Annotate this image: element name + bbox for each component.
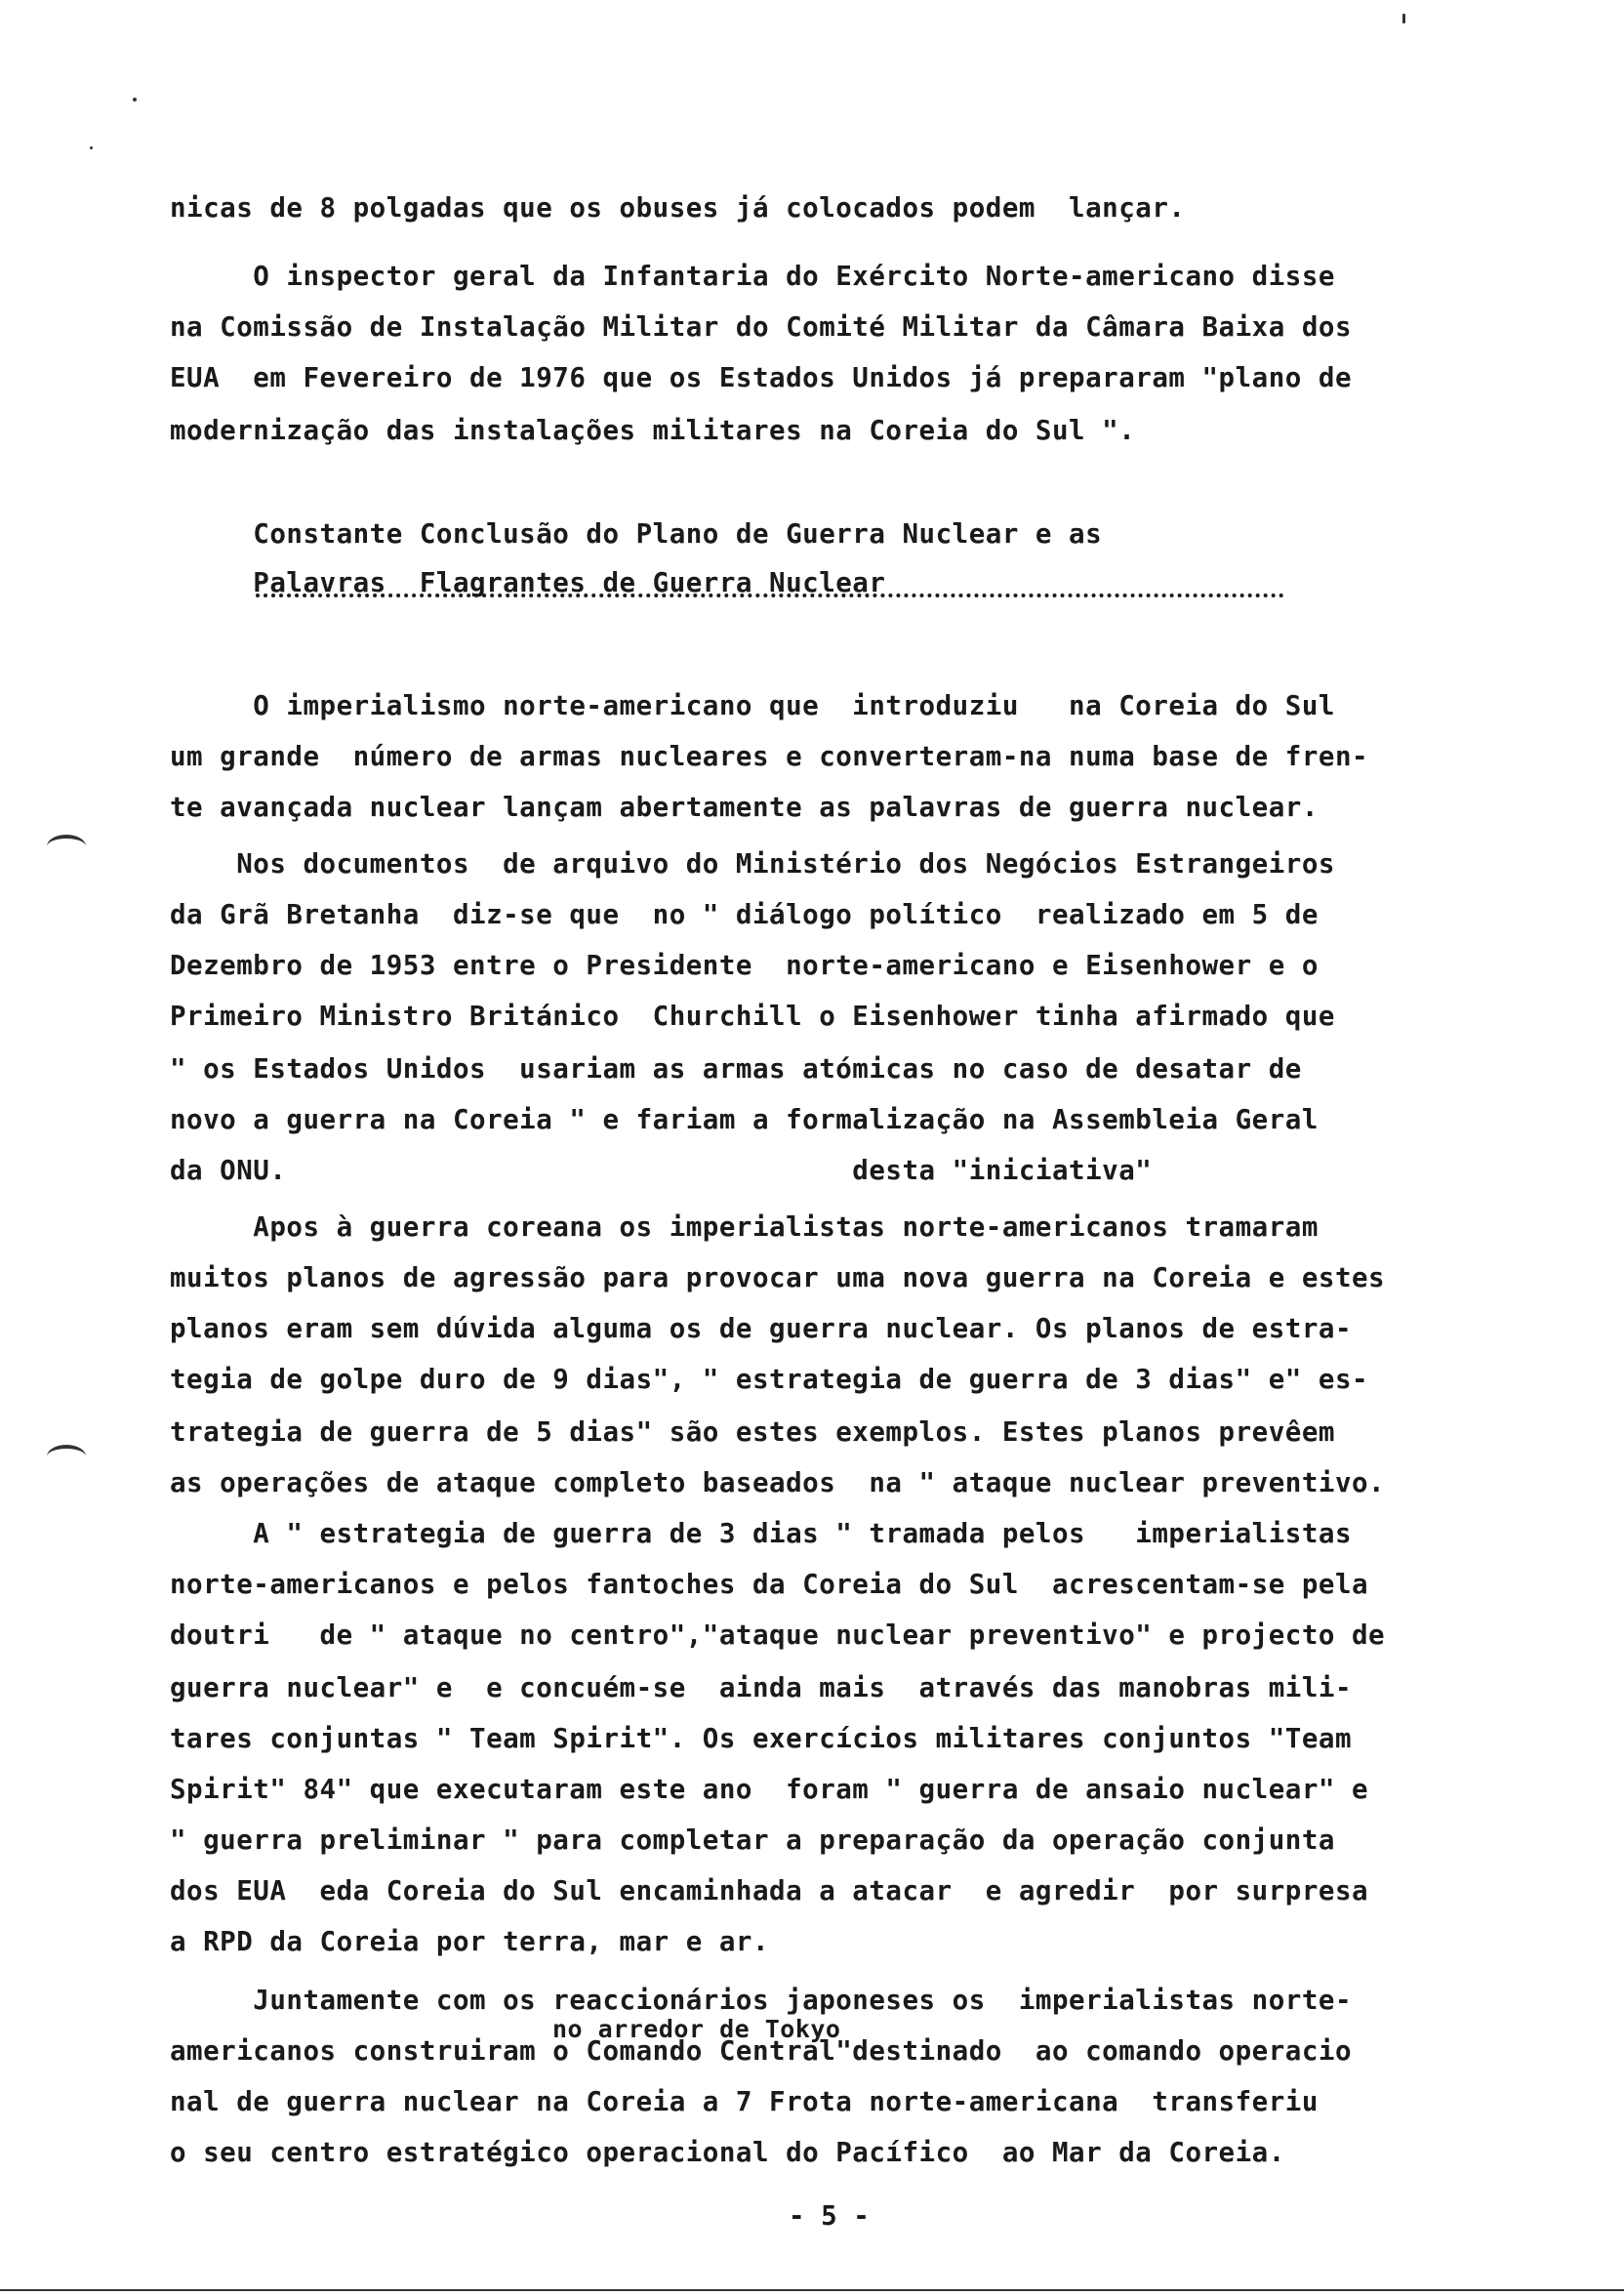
text-line: nal de guerra nuclear na Coreia a 7 Frota norte-americana transferiu [170,2086,1319,2117]
text-line: Juntamente com os reaccionários japoneses os imperialistas norte- [170,1985,1353,2016]
section-heading: Constante Conclusão do Plano de Guerra Nuclear e as [170,518,1103,550]
scan-speck [133,98,137,102]
text-line: um grande número de armas nucleares e converteram-na numa base de fren- [170,741,1369,772]
text-line: o seu centro estratégico operacional do Pacífico ao Mar da Coreia. [170,2137,1285,2168]
page-number: - 5 - [789,2200,870,2232]
text-line: doutri de " ataque no centro","ataque nuclear preventivo" e projecto de [170,1620,1386,1651]
text-line: muitos planos de agressão para provocar uma nova guerra na Coreia e estes [170,1262,1386,1293]
text-line: americanos construiram o Comando Central"destinado ao comando operacio [170,2035,1353,2067]
text-line: Spirit" 84" que executaram este ano foram " guerra de ansaio nuclear" e [170,1774,1369,1805]
text-line: dos EUA eda Coreia do Sul encaminhada a atacar e agredir por surpresa [170,1875,1369,1906]
section-heading: Palavras Flagrantes de Guerra Nuclear [170,567,886,598]
text-line: tares conjuntas " Team Spirit". Os exercícios militares conjuntos "Team [170,1723,1353,1754]
text-line: te avançada nuclear lançam abertamente as palavras de guerra nuclear. [170,792,1319,823]
text-line: na Comissão de Instalação Militar do Comité Militar da Câmara Baixa dos [170,311,1353,343]
text-line: Dezembro de 1953 entre o Presidente norte-americano e Eisenhower e o [170,950,1319,981]
bottom-rule [0,2289,1624,2291]
scan-speck [1402,14,1405,23]
text-line: a RPD da Coreia por terra, mar e ar. [170,1926,770,1957]
text-line: da ONU. desta "iniciativa" [170,1155,1153,1186]
text-line: planos eram sem dúvida alguma os de guerra nuclear. Os planos de estra- [170,1313,1353,1344]
text-line: EUA em Fevereiro de 1976 que os Estados Unidos já prepararam "plano de [170,362,1353,393]
text-line: tegia de golpe duro de 9 dias", " estrategia de guerra de 3 dias" e" es- [170,1364,1369,1395]
text-line: Primeiro Ministro Británico Churchill o Eisenhower tinha afirmado que [170,1001,1335,1032]
interlinear-insert: no arredor de Tokyo [552,2015,841,2043]
scan-speck [90,146,93,149]
text-line: " guerra preliminar " para completar a preparação da operação conjunta [170,1824,1335,1856]
text-line: norte-americanos e pelos fantoches da Coreia do Sul acrescentam-se pela [170,1569,1369,1600]
hole-punch-mark [47,1445,86,1468]
text-line: Apos à guerra coreana os imperialistas norte-americanos tramaram [170,1211,1319,1243]
hole-punch-mark [47,835,86,858]
text-line: " os Estados Unidos usariam as armas atómicas no caso de desatar de [170,1053,1302,1085]
text-line: da Grã Bretanha diz-se que no " diálogo político realizado em 5 de [170,899,1319,930]
text-line: nicas de 8 polgadas que os obuses já colocados podem lançar. [170,192,1186,224]
text-line: Nos documentos de arquivo do Ministério dos Negócios Estrangeiros [170,848,1335,880]
heading-underline [256,594,1284,597]
text-line: as operações de ataque completo baseados na " ataque nuclear preventivo. [170,1467,1386,1498]
text-line: A " estrategia de guerra de 3 dias " tramada pelos imperialistas [170,1518,1353,1549]
text-line: modernização das instalações militares na Coreia do Sul ". [170,415,1136,446]
text-line: O imperialismo norte-americano que introduziu na Coreia do Sul [170,690,1335,721]
text-line: trategia de guerra de 5 dias" são estes exemplos. Estes planos prevêem [170,1416,1335,1448]
text-line: novo a guerra na Coreia " e fariam a formalização na Assembleia Geral [170,1104,1319,1135]
text-line: guerra nuclear" e e concuém-se ainda mais através das manobras mili- [170,1672,1353,1703]
text-line: O inspector geral da Infantaria do Exército Norte-americano disse [170,261,1335,292]
